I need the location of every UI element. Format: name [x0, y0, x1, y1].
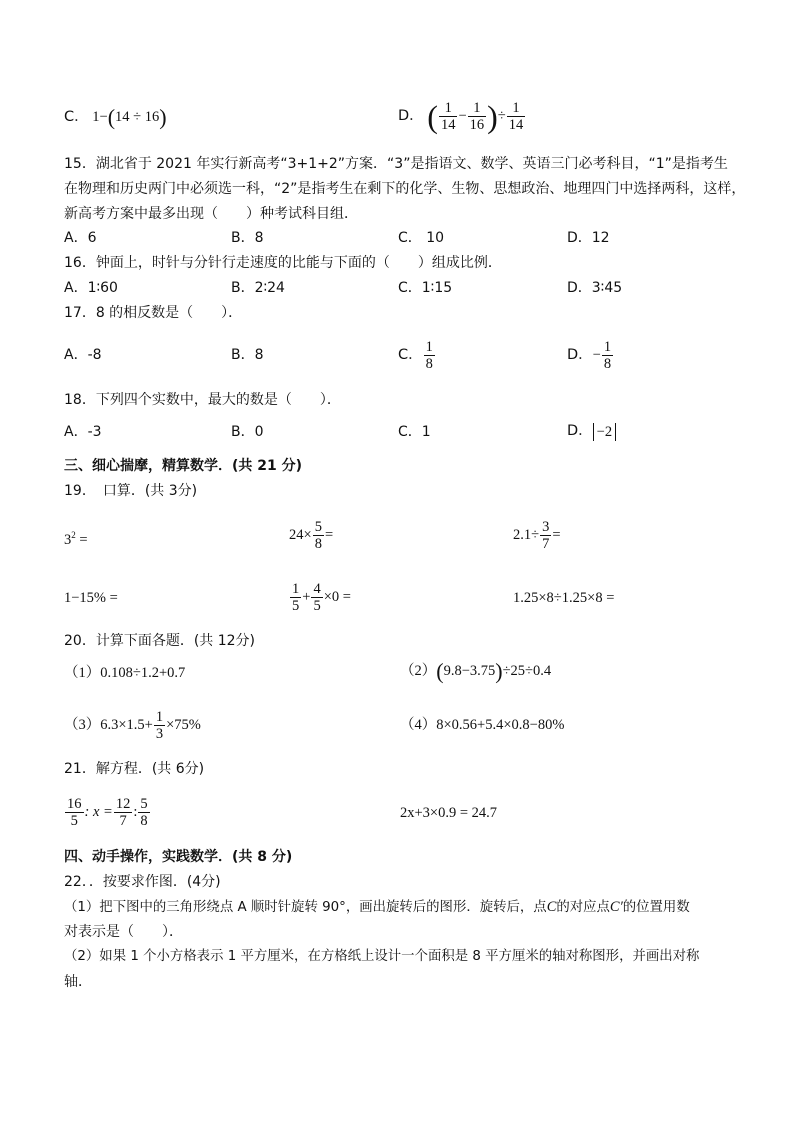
- q21-equation-1: [64, 792, 151, 832]
- operator: −: [458, 108, 467, 124]
- point-label: C: [546, 899, 557, 915]
- option-label: D．: [567, 347, 593, 363]
- fraction: [424, 339, 435, 372]
- q17-option-a: A．-8: [64, 347, 102, 363]
- expr-part: =: [324, 527, 334, 543]
- numerator: 1: [439, 100, 458, 117]
- q14-option-c: [64, 104, 167, 130]
- option-label: C．: [64, 109, 89, 125]
- q19-expr-3: [513, 516, 561, 554]
- q20-part-1: （1）0.108÷1.2+0.7: [64, 665, 186, 681]
- fraction: [468, 100, 487, 133]
- denominator: 5: [313, 598, 321, 615]
- q19-expr-4: 1−15% =: [64, 590, 118, 606]
- q22-part-2-line1: （2）如果 1 个小方格表示 1 平方厘米，在方格纸上设计一个面积是 8 平方厘米的轴对称图形，并画出对称: [64, 949, 700, 964]
- base: 3: [64, 531, 72, 548]
- expr-part: （3）6.3×1.5+: [64, 717, 153, 733]
- numerator: 1: [425, 339, 433, 356]
- q20-stem: 20．计算下面各题．(共 12分): [64, 633, 256, 649]
- q19-stem: 19． 口算．(共 3分): [64, 483, 198, 499]
- paren: ): [487, 98, 498, 135]
- q20-part-2: [400, 658, 552, 684]
- q18-option-d: [567, 422, 616, 441]
- expr-part: ×0 =: [323, 589, 351, 605]
- numerator: 5: [314, 519, 322, 536]
- q20-part-4: （4）8×0.56+5.4×0.8−80%: [400, 717, 565, 733]
- denominator: 3: [155, 726, 164, 743]
- q18-option-b: B．0: [231, 424, 264, 440]
- numerator: 1: [507, 100, 526, 117]
- fraction: [154, 709, 165, 742]
- fraction: [114, 796, 133, 829]
- operator: −: [592, 347, 601, 363]
- numerator: 5: [140, 796, 148, 813]
- q18-option-a: A．-3: [64, 424, 102, 440]
- denominator: 8: [425, 356, 433, 373]
- numerator: 4: [313, 581, 321, 598]
- numerator: 12: [115, 796, 131, 813]
- q22-part-1-line1: [64, 898, 690, 917]
- paren: (: [427, 98, 438, 135]
- q17-option-c: [398, 336, 436, 374]
- numerator: 3: [542, 519, 550, 536]
- q22-part-2-line2: 轴．: [64, 974, 92, 990]
- q15-option-a: A．6: [64, 230, 97, 246]
- numerator: 1: [155, 709, 164, 726]
- expr-part: 1−: [92, 109, 108, 125]
- paren: (: [436, 658, 444, 684]
- expr-part: 2.1÷: [513, 527, 540, 543]
- fraction: [602, 339, 613, 372]
- numerator: 1: [603, 339, 612, 356]
- text-part: 的对应点: [556, 900, 610, 915]
- q21-equation-2: 2x+3×0.9 = 24.7: [400, 805, 498, 821]
- q16-stem: 16．钟面上，时针与分针行走速度的比能与下面的（ ）组成比例．: [64, 255, 502, 271]
- q16-option-d: D．3∶45: [567, 280, 623, 296]
- option-label: D．: [567, 423, 593, 439]
- expr-part: 14 ÷ 16: [115, 109, 160, 125]
- denominator: 14: [508, 117, 524, 134]
- denominator: 5: [70, 813, 78, 830]
- denominator: 8: [140, 813, 148, 830]
- fraction: [138, 796, 149, 829]
- fraction: [313, 519, 324, 552]
- q17-option-b: B．8: [231, 347, 264, 363]
- q19-expr-6: 1.25×8÷1.25×8 =: [513, 590, 615, 606]
- q20-part-3: [64, 706, 201, 744]
- fraction: [439, 100, 458, 133]
- expr-part: 9.8−3.75: [443, 663, 496, 679]
- denominator: 16: [469, 117, 485, 134]
- fraction: [540, 519, 551, 552]
- q17-option-d: [567, 336, 614, 374]
- numerator: 1: [468, 100, 487, 117]
- numerator: 16: [67, 796, 82, 813]
- section4-title: 四、动手操作，实践数学．(共 8 分): [64, 849, 293, 865]
- q18-stem: 18．下列四个实数中，最大的数是（ ）．: [64, 392, 341, 408]
- operator: :: [133, 804, 138, 820]
- absolute-value: −2: [593, 423, 616, 441]
- q22-stem: 22．．按要求作图．(4分): [64, 874, 221, 890]
- denominator: 5: [292, 598, 300, 615]
- option-label: D．: [398, 108, 424, 124]
- expr-part: ×75%: [166, 717, 201, 733]
- part-label: （2）: [400, 663, 437, 679]
- q19-expr-2: [289, 516, 333, 554]
- point-label: C′: [609, 899, 623, 915]
- paren: ): [495, 658, 503, 684]
- q15-option-d: D．12: [567, 230, 610, 246]
- q15-stem-line2: 在物理和历史两门中必须选一科，“2”是指考生在剩下的化学、生物、思想政治、地理四门中选择两科，这样，: [64, 181, 746, 197]
- q15-option-c: C． 10: [398, 230, 445, 246]
- section3-title: 三、细心揣摩，精算数学．(共 21 分): [64, 458, 303, 474]
- q18-option-c: C．1: [398, 424, 431, 440]
- expr-part: 24×: [289, 527, 312, 543]
- q22-part-1-line2: 对表示是（ ）．: [64, 924, 183, 940]
- paren: ): [159, 104, 167, 130]
- q19-expr-5: [289, 578, 351, 616]
- denominator: 14: [440, 117, 456, 134]
- expr-part: ÷25÷0.4: [502, 663, 552, 679]
- option-label: C．: [398, 347, 423, 363]
- operator: +: [302, 589, 311, 605]
- q19-expr-1: [64, 526, 88, 549]
- q14-option-d: [398, 96, 526, 136]
- q15-stem-line1: 15．湖北省于 2021 年实行新高考“3+1+2”方案．“3”是指语文、数学、英语三门必考科目，“1”是指考生: [64, 156, 728, 172]
- fraction: [507, 100, 526, 133]
- expr-part: =: [75, 531, 88, 548]
- denominator: 7: [119, 813, 127, 830]
- q16-option-a: A．1∶60: [64, 280, 118, 296]
- fraction: [65, 796, 84, 829]
- text-part: （1）把下图中的三角形绕点 A 顺时针旋转 90°，画出旋转后的图形．旋转后，点: [64, 900, 547, 915]
- fraction: [290, 581, 301, 614]
- q16-option-c: C．1∶15: [398, 280, 453, 296]
- paren: (: [107, 104, 116, 130]
- expr-part: =: [552, 527, 561, 543]
- numerator: 1: [292, 581, 300, 598]
- denominator: 8: [603, 356, 612, 373]
- q16-option-b: B．2∶24: [231, 280, 285, 296]
- denominator: 8: [314, 536, 322, 553]
- exponent: 2: [71, 530, 76, 540]
- q15-stem-line3: 新高考方案中最多出现（ ）种考试科目组．: [64, 206, 358, 222]
- operator: ÷: [497, 108, 506, 124]
- fraction: [311, 581, 322, 614]
- q21-stem: 21．解方程．(共 6分): [64, 761, 205, 777]
- q17-stem: 17．8 的相反数是（ ）．: [64, 305, 243, 321]
- denominator: 7: [542, 536, 550, 553]
- expr-part: : x =: [84, 804, 113, 820]
- text-part: 的位置用数: [622, 900, 690, 915]
- q15-option-b: B．8: [231, 230, 264, 246]
